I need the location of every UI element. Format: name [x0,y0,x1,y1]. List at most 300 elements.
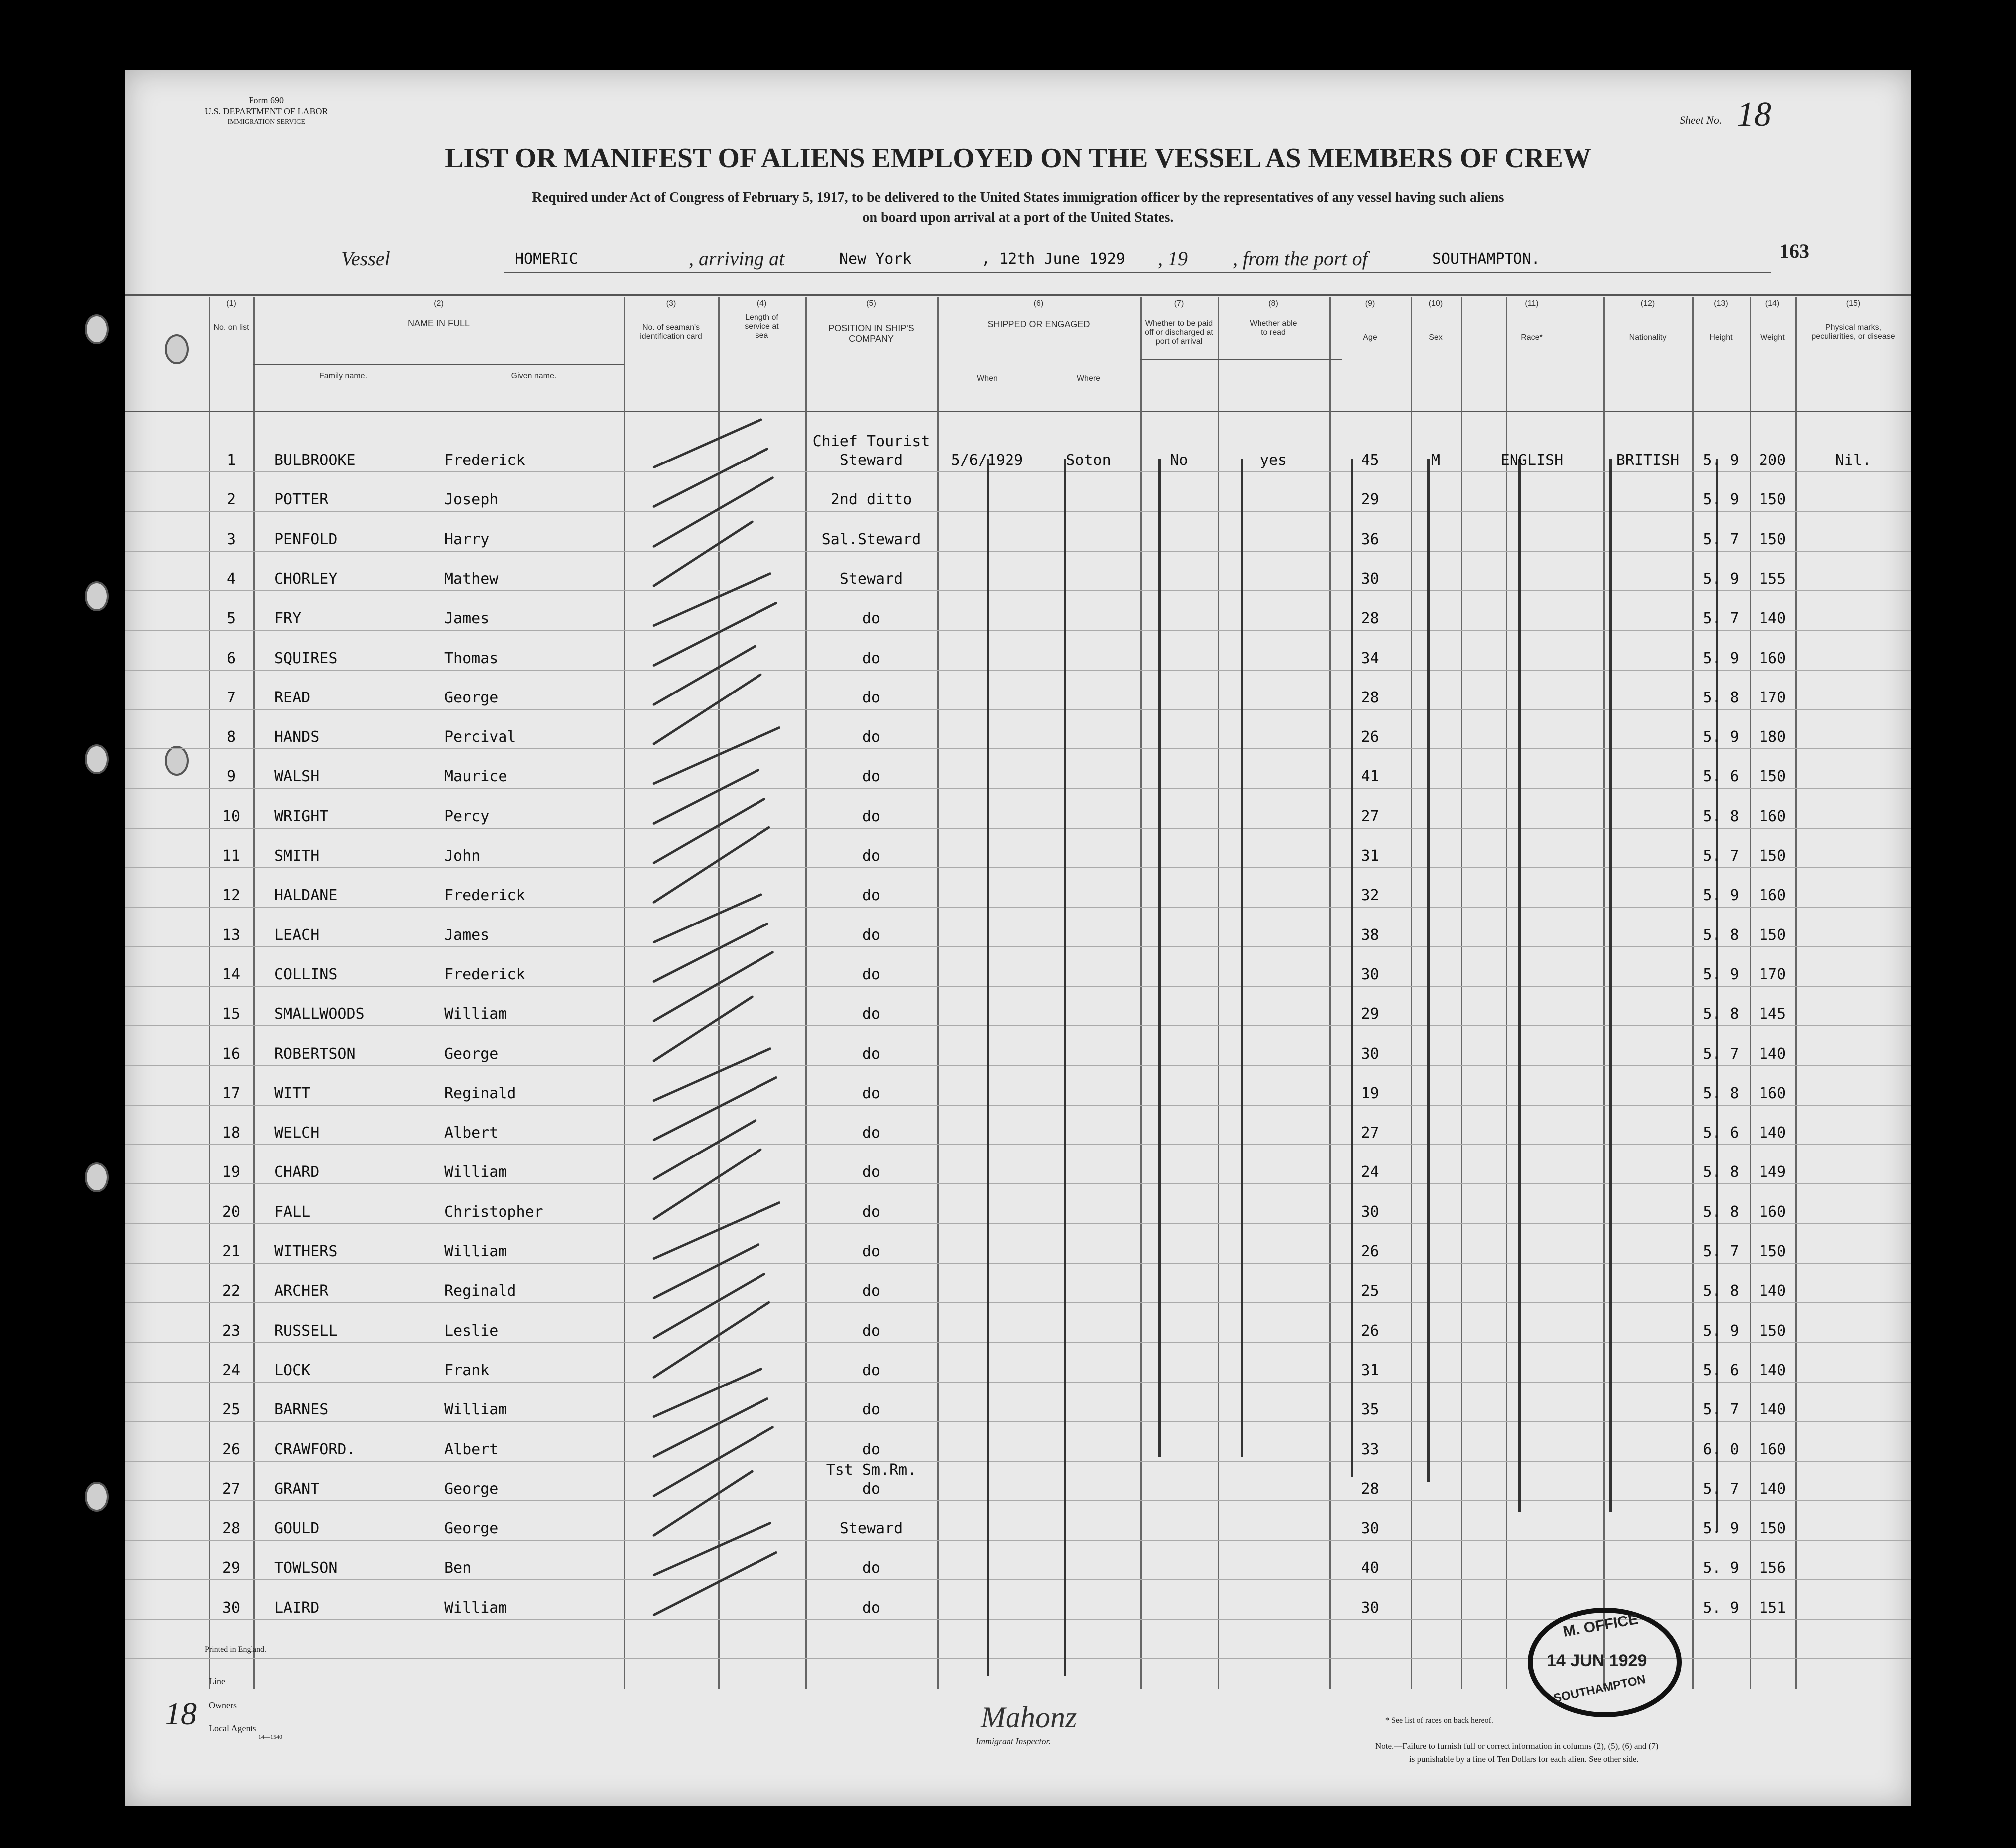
cell-position: do [862,1203,881,1221]
cell-weight: 150 [1759,491,1786,509]
cell-age: 27 [1361,1124,1379,1142]
col-marks-header: (15) Physical marks, peculiarities, or disease [1811,299,1895,341]
pen-stroke [652,1047,772,1102]
ditto-line [1427,459,1430,1482]
cell-sex: M [1431,452,1441,469]
cell-position: do [862,728,881,746]
cell-family: HALDANE [274,887,338,905]
ditto-line [1158,459,1161,1457]
cell-no: 11 [222,847,241,865]
cell-no: 1 [226,452,236,469]
cell-family: ROBERTSON [274,1045,356,1063]
table-header-border [125,411,1911,412]
cell-age: 30 [1361,1599,1379,1617]
cell-height: 5. 9 [1703,1599,1739,1617]
col-height-header: (13) Height [1709,299,1733,342]
pen-stroke [652,726,781,785]
pen-stroke [652,520,754,588]
cell-position: do [862,926,881,944]
cell-position: do [862,1163,881,1181]
stamp-port: SOUTHAMPTON [1552,1672,1647,1706]
row-rule [125,630,1911,631]
row-rule [125,1540,1911,1541]
sheet-number: 18 [1737,95,1771,134]
row-rule [125,946,1911,947]
cell-position: do [862,847,881,865]
cell-position: do [862,1282,881,1300]
cell-position: do [862,807,881,825]
cell-given: George [444,1520,499,1538]
cell-given: Frederick [444,887,525,905]
cell-height: 5. 8 [1703,1282,1739,1300]
col-service-header: (4) Length of service at sea [745,299,779,340]
cell-family: COLLINS [274,965,338,983]
cell-family: TOWLSON [274,1559,338,1577]
cell-position: do [862,1243,881,1260]
col-shipped-header: (6) SHIPPED OR ENGAGED [987,299,1090,329]
cell-height: 5. 8 [1703,1084,1739,1102]
pen-stroke [652,1301,771,1379]
cell-no: 30 [222,1599,241,1617]
cell-given: Harry [444,530,490,548]
cell-no: 4 [226,570,236,588]
cell-no: 13 [222,926,241,944]
binder-hole [165,746,189,776]
row-rule [125,748,1911,749]
cell-position: do [862,1005,881,1023]
immigration-office-stamp [1528,1608,1682,1717]
cell-age: 33 [1361,1440,1379,1458]
cell-age: 31 [1361,1361,1379,1379]
arrival-date: , 12th June 1929 [981,250,1125,268]
cell-given: George [444,1045,499,1063]
pen-stroke [652,1076,778,1142]
binder-hole [85,314,109,344]
cell-no: 7 [226,689,236,706]
cell-no: 20 [222,1203,241,1221]
cell-position: do [862,649,881,667]
row-rule [125,1065,1911,1066]
cell-position: 2nd ditto [830,491,912,509]
local-agents-label: Local Agents [209,1723,256,1733]
cell-height: 5. 9 [1703,1559,1739,1577]
printed-note: Printed in England. [205,1645,266,1654]
cell-paid-off: No [1170,452,1188,469]
row-rule [125,551,1911,552]
pen-stroke [652,1201,781,1260]
cell-given: William [444,1243,507,1260]
cell-position: do [862,965,881,983]
cell-age: 32 [1361,887,1379,905]
cell-given: George [444,689,499,706]
departure-port: SOUTHAMPTON. [1432,250,1540,268]
cell-position: do [862,610,881,628]
cell-weight: 140 [1759,1124,1786,1142]
cell-no: 18 [222,1124,241,1142]
department-name: U.S. DEPARTMENT OF LABOR [205,106,328,116]
cell-position: do [862,1084,881,1102]
cell-weight: 140 [1759,1480,1786,1498]
row-rule [125,867,1911,868]
cell-height: 5. 8 [1703,1163,1739,1181]
cell-given: James [444,926,490,944]
cell-height: 5. 9 [1703,649,1739,667]
cell-given: Maurice [444,768,507,786]
cell-family: SQUIRES [274,649,338,667]
pen-stroke [652,448,769,508]
cell-weight: 150 [1759,530,1786,548]
col-when-header: When [977,374,998,383]
cell-position: do [862,1124,881,1142]
col-name-header: (2) NAME IN FULL [407,299,470,328]
cell-position: Sal.Steward [821,530,921,548]
cell-position: do [862,1559,881,1577]
stamp-office: M. OFFICE [1562,1611,1640,1640]
cell-height: 5. 8 [1703,689,1739,706]
cell-given: Ben [444,1559,472,1577]
cell-position: Steward [839,1520,903,1538]
cell-given: William [444,1163,507,1181]
cell-family: POTTER [274,491,329,509]
vessel-label: Vessel [341,247,390,270]
page-title: LIST OR MANIFEST OF ALIENS EMPLOYED ON THE VESSEL AS MEMBERS OF CREW [445,143,1591,174]
cell-given: Reginald [444,1282,516,1300]
inspector-label: Immigrant Inspector. [976,1736,1051,1746]
sheet-label: Sheet No. [1680,114,1722,126]
cell-given: Percy [444,807,490,825]
cell-given: Albert [444,1124,499,1142]
cell-height: 5. 9 [1703,1520,1739,1538]
cell-given: Frederick [444,452,525,469]
row-rule [125,1302,1911,1303]
cell-no: 22 [222,1282,241,1300]
cell-weight: 150 [1759,1520,1786,1538]
cell-position: do [862,1440,881,1458]
cell-given: Reginald [444,1084,516,1102]
cell-position-top: Tst Sm.Rm. [826,1461,917,1479]
row-rule [125,1183,1911,1184]
row-rule [125,828,1911,829]
cell-no: 16 [222,1045,241,1063]
row-rule [125,1263,1911,1264]
cell-age: 30 [1361,965,1379,983]
cell-age: 29 [1361,1005,1379,1023]
cell-no: 6 [226,649,236,667]
pen-stroke [652,922,769,983]
cell-weight: 180 [1759,728,1786,746]
cell-no: 23 [222,1322,241,1340]
cell-family: READ [274,689,311,706]
cell-weight: 140 [1759,610,1786,628]
cell-no: 27 [222,1480,241,1498]
cell-age: 40 [1361,1559,1379,1577]
race-note: * See list of races on back hereof. [1385,1716,1493,1725]
cell-weight: 149 [1759,1163,1786,1181]
row-rule [125,1500,1911,1501]
cell-weight: 140 [1759,1401,1786,1419]
row-rule [125,1144,1911,1145]
cell-family: HANDS [274,728,320,746]
cell-position: do [862,1599,881,1617]
cell-family: WITT [274,1084,311,1102]
pen-stroke [652,644,757,706]
cell-height: 5. 7 [1703,847,1739,865]
vessel-name: HOMERIC [515,250,578,268]
cell-height: 5. 9 [1703,452,1739,469]
cell-given: James [444,610,490,628]
cell-weight: 150 [1759,926,1786,944]
cell-position: Steward [839,452,903,469]
col-age-header: (9) Age [1363,299,1377,342]
cell-weight: 160 [1759,807,1786,825]
pen-stroke [652,1397,769,1458]
cell-weight: 160 [1759,1084,1786,1102]
col-paid-off-header: (7) Whether to be paid off or discharged at port of arrival [1145,299,1213,346]
cell-weight: 170 [1759,689,1786,706]
ditto-line [1518,459,1521,1512]
pen-stroke [652,1119,757,1181]
cell-age: 25 [1361,1282,1379,1300]
cell-no: 8 [226,728,236,746]
cell-family: WALSH [274,768,320,786]
cell-family: BULBROOKE [274,452,356,469]
cell-age: 24 [1361,1163,1379,1181]
cell-height: 5. 7 [1703,530,1739,548]
cell-given: Percival [444,728,516,746]
cell-weight: 140 [1759,1361,1786,1379]
col-family-header: Family name. [319,372,368,380]
cell-age: 28 [1361,610,1379,628]
cell-height: 5. 9 [1703,965,1739,983]
cell-height: 5. 6 [1703,1124,1739,1142]
col-where-header: Where [1076,374,1101,383]
cell-weight: 156 [1759,1559,1786,1577]
cell-height: 5. 9 [1703,570,1739,588]
cell-family: GRANT [274,1480,320,1498]
row-rule [125,471,1911,472]
cell-family: FALL [274,1203,311,1221]
col-nationality-header: (12) Nationality [1629,299,1667,342]
voyage-underline [504,272,1771,273]
cell-family: CHORLEY [274,570,338,588]
cell-height: 5. 9 [1703,728,1739,746]
cell-family: ARCHER [274,1282,329,1300]
cell-given: William [444,1005,507,1023]
pen-stroke [652,572,772,627]
cell-no: 19 [222,1163,241,1181]
cell-race: ENGLISH [1500,452,1564,469]
cell-position: do [862,1480,881,1498]
cell-age: 31 [1361,847,1379,865]
row-rule [125,670,1911,671]
cell-family: SMALLWOODS [274,1005,365,1023]
pen-stroke [652,797,766,864]
arriving-label: , arriving at [689,247,785,270]
cell-position: do [862,689,881,706]
cell-position: do [862,1045,881,1063]
year-label: , 19 [1158,247,1188,270]
ditto-line [1609,459,1612,1512]
row-rule [125,1342,1911,1343]
page-subtitle: Required under Act of Congress of February 5, 1917, to be delivered to the United States immigration officer by the representatives of any vessel having such aliens [532,190,1504,205]
cell-family: PENFOLD [274,530,338,548]
row-rule [125,590,1911,591]
cell-given: John [444,847,481,865]
pen-stroke [652,1551,778,1617]
cell-family: WITHERS [274,1243,338,1260]
cell-nationality: BRITISH [1616,452,1680,469]
cell-given: Frank [444,1361,490,1379]
cell-given: Joseph [444,491,499,509]
cell-age: 26 [1361,1243,1379,1260]
cell-weight: 145 [1759,1005,1786,1023]
cell-position: do [862,887,881,905]
cell-height: 5. 8 [1703,807,1739,825]
cell-age: 29 [1361,491,1379,509]
cell-height: 5. 7 [1703,1045,1739,1063]
pen-stroke [652,893,762,943]
cell-height: 5. 9 [1703,1322,1739,1340]
cell-read: yes [1260,452,1287,469]
pen-stroke [652,1470,754,1537]
cell-family: SMITH [274,847,320,865]
cell-age: 28 [1361,1480,1379,1498]
fine-note-2: is punishable by a fine of Ten Dollars for each alien. See other side. [1409,1754,1639,1764]
cell-family: RUSSELL [274,1322,338,1340]
cell-height: 5. 8 [1703,926,1739,944]
cell-weight: 150 [1759,768,1786,786]
arrival-port: New York [839,250,912,268]
cell-weight: 150 [1759,847,1786,865]
cell-position: do [862,1401,881,1419]
cell-position: do [862,1361,881,1379]
cell-age: 38 [1361,926,1379,944]
row-rule [125,511,1911,512]
cell-height: 5. 6 [1703,768,1739,786]
row-rule [125,1461,1911,1462]
cell-family: LAIRD [274,1599,320,1617]
col-given-header: Given name. [511,372,557,380]
cell-no: 17 [222,1084,241,1102]
cell-weight: 160 [1759,1203,1786,1221]
col-no-header: (1) No. on list [213,299,249,332]
cell-position-top: Chief Tourist [812,433,930,450]
cell-age: 30 [1361,1520,1379,1538]
pen-stroke [652,1522,772,1577]
cell-weight: 140 [1759,1282,1786,1300]
pen-stroke [652,995,754,1062]
col-id-card-header: (3) No. of seaman's identification card [640,299,702,341]
table-top-border [125,294,1911,296]
row-rule [125,1421,1911,1422]
row-rule [125,1382,1911,1383]
cell-age: 30 [1361,1045,1379,1063]
cell-age: 26 [1361,1322,1379,1340]
cell-marks: Nil. [1835,452,1872,469]
cell-no: 29 [222,1559,241,1577]
binder-hole [85,581,109,611]
cell-weight: 150 [1759,1243,1786,1260]
cell-no: 10 [222,807,241,825]
ditto-line [1241,459,1243,1457]
cell-height: 5. 6 [1703,1361,1739,1379]
margin-number: 18 [165,1696,197,1731]
row-rule [125,1223,1911,1224]
cell-family: WRIGHT [274,807,329,825]
binder-hole [165,334,189,364]
cell-height: 5. 9 [1703,491,1739,509]
cell-height: 5. 7 [1703,1401,1739,1419]
cell-no: 14 [222,965,241,983]
cell-no: 24 [222,1361,241,1379]
cell-given: William [444,1599,507,1617]
cell-age: 45 [1361,452,1379,469]
cell-where: Soton [1066,452,1111,469]
row-rule [125,709,1911,710]
cell-no: 2 [226,491,236,509]
cell-height: 6. 0 [1703,1440,1739,1458]
cell-weight: 150 [1759,1322,1786,1340]
cell-weight: 170 [1759,965,1786,983]
service-name: IMMIGRATION SERVICE [227,118,305,126]
cell-given: Thomas [444,649,499,667]
col-read-header: (8) Whether able to read [1250,299,1297,337]
cell-when: 5/6/1929 [951,452,1023,469]
cell-given: Christopher [444,1203,543,1221]
ditto-line [987,459,989,1676]
cell-age: 27 [1361,807,1379,825]
cell-weight: 155 [1759,570,1786,588]
binder-hole [85,1482,109,1512]
cell-given: George [444,1480,499,1498]
cell-given: Albert [444,1440,499,1458]
cell-given: Frederick [444,965,525,983]
cell-given: William [444,1401,507,1419]
pen-stroke [652,601,778,667]
cell-weight: 160 [1759,887,1786,905]
cell-age: 34 [1361,649,1379,667]
cell-height: 5. 8 [1703,1203,1739,1221]
cell-given: Leslie [444,1322,499,1340]
cell-position: do [862,1322,881,1340]
cell-age: 30 [1361,1203,1379,1221]
cell-family: WELCH [274,1124,320,1142]
agents-code: 14—1540 [258,1733,282,1740]
col-sex-header: (10) Sex [1428,299,1443,342]
cell-height: 5. 9 [1703,887,1739,905]
cell-given: Mathew [444,570,499,588]
row-rule [125,907,1911,908]
cell-age: 26 [1361,728,1379,746]
cell-no: 12 [222,887,241,905]
cell-age: 36 [1361,530,1379,548]
fine-note: Note.—Failure to furnish full or correct information in columns (2), (5), (6) and (7) [1375,1741,1659,1751]
cell-weight: 160 [1759,1440,1786,1458]
cell-age: 28 [1361,689,1379,706]
cell-family: LOCK [274,1361,311,1379]
cell-age: 30 [1361,570,1379,588]
cell-no: 21 [222,1243,241,1260]
form-header-block [205,95,328,128]
cell-family: CRAWFORD. [274,1440,356,1458]
col-race-header: (11) Race* [1521,299,1543,342]
owners-label: Owners [209,1700,237,1710]
row-rule [125,1579,1911,1580]
binder-hole [85,744,109,774]
cell-weight: 160 [1759,649,1786,667]
cell-no: 28 [222,1520,241,1538]
inspector-signature: Mahonz [981,1701,1077,1734]
